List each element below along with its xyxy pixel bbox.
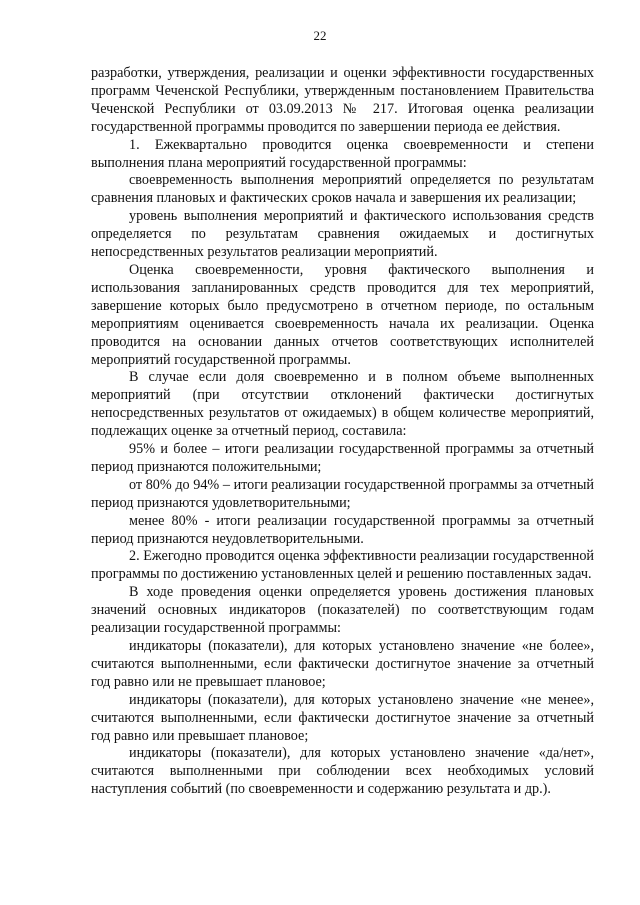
paragraph-share-condition: В случае если доля своевременно и в полном объеме выполненных мероприятий (при отсутствии отклонений фактически достигнутых непосредственных результатов от ожидаемых) в общем количестве мероприятий, подлежащих оценке за отчетный период, составила: <box>91 369 594 440</box>
document-body <box>91 65 594 799</box>
paragraph-continuation: разработки, утверждения, реализации и оценки эффективности государственных программ Чеченской Республики, утвержденным постановлением Правительства Чеченской Республики от 03.09.2013 № 217. Итоговая оценка реализации государственной программы проводится по завершении периода ее действия. <box>91 65 594 135</box>
paragraph-indicator-yes-no: индикаторы (показатели), для которых установлено значение «да/нет», считаются выполненными при соблюдении всех необходимых условий наступления событий (по своевременности и содержанию результата и др.). <box>91 745 594 798</box>
paragraph-execution-level: уровень выполнения мероприятий и фактического использования средств определяется по результатам сравнения ожидаемых и достигнутых непосредственных результатов реализации мероприятий. <box>91 208 594 261</box>
paragraph-quarterly-assessment: 1. Ежеквартально проводится оценка своевременности и степени выполнения плана мероприятий государственной программы: <box>91 136 594 171</box>
paragraph-indicator-not-less: индикаторы (показатели), для которых установлено значение «не менее», считаются выполненными, если фактически достигнутое значение за отчетный год равно или превышает плановое; <box>91 691 594 744</box>
paragraph-timeliness: своевременность выполнения мероприятий определяется по результатам сравнения плановых и фактических сроков начала и завершения их реализации; <box>91 172 594 207</box>
paragraph-indicator-not-more: индикаторы (показатели), для которых установлено значение «не более», считаются выполненными, если фактически достигнутое значение за отчетный год равно или не превышает плановое; <box>91 638 594 690</box>
paragraph-assessment-scope: Оценка своевременности, уровня фактического выполнения и использования запланированных средств проводится для тех мероприятий, завершение которых было предусмотрено в отчетном периоде, по остальным мероприятиям оценивается своевременность начала их реализации. Оценка проводится на основании данных отчетов соответствующих исполнителей мероприятий государственной программы. <box>91 261 594 368</box>
paragraph-annual-assessment: 2. Ежегодно проводится оценка эффективности реализации государственной программы по достижению установленных целей и решению поставленных задач. <box>91 548 594 583</box>
paragraph-indicator-levels: В ходе проведения оценки определяется уровень достижения плановых значений основных индикаторов (показателей) по соответствующим годам реализации государственной программы: <box>91 584 594 637</box>
paragraph-unsatisfactory-result: менее 80% - итоги реализации государственной программы за отчетный период признаются неудовлетворительными. <box>91 512 594 547</box>
page-number: 22 <box>313 28 327 43</box>
paragraph-satisfactory-result: от 80% до 94% – итоги реализации государственной программы за отчетный период признаются удовлетворительными; <box>91 476 594 511</box>
paragraph-positive-result: 95% и более – итоги реализации государственной программы за отчетный период признаются положительными; <box>91 441 594 475</box>
